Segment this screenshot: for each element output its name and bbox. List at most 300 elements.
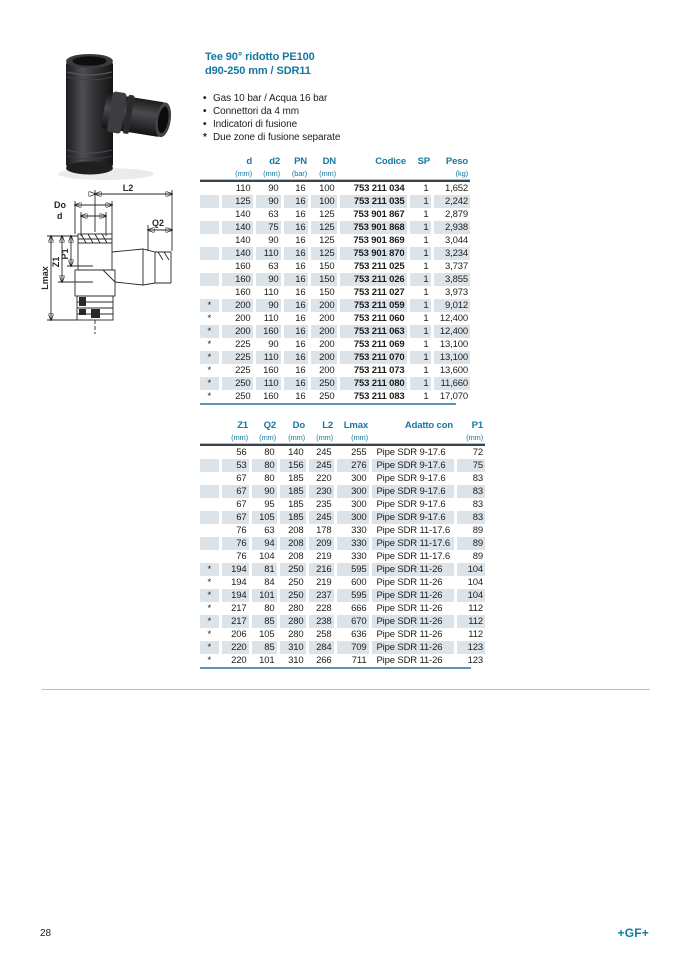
table-cell: 110: [220, 182, 254, 195]
table-cell: 245: [307, 511, 335, 524]
table-cell: 160: [254, 325, 282, 338]
table-cell: 709: [335, 641, 370, 654]
table-cell: 160: [220, 286, 254, 299]
order-table-wrap: [200, 155, 468, 405]
table-cell: 753 211 060: [338, 312, 408, 325]
table-cell: 185: [278, 472, 307, 485]
table-cell: 105: [250, 628, 278, 641]
table-cell: 753 211 070: [338, 351, 408, 364]
table-cell: 258: [307, 628, 335, 641]
table-cell: 112: [455, 615, 485, 628]
column-header: Q2: [263, 420, 276, 431]
table-cell: 140: [220, 221, 254, 234]
list-item-text: Connettori da 4 mm: [213, 106, 300, 117]
table-row: [200, 208, 470, 221]
table-cell: 156: [278, 459, 307, 472]
table-cell: *: [207, 313, 212, 324]
table-cell: 225: [220, 351, 254, 364]
table-cell: 90: [250, 485, 278, 498]
table-cell: 16: [282, 377, 309, 390]
table-cell: 1: [408, 351, 432, 364]
table-cell: 17,070: [432, 390, 470, 403]
table-cell: 104: [250, 550, 278, 563]
table-cell: 140: [278, 446, 307, 459]
table-cell: 2,242: [432, 195, 470, 208]
column-unit: [200, 169, 220, 180]
table-row: [200, 377, 470, 390]
table-cell: 80: [250, 446, 278, 459]
table-row: [200, 338, 470, 351]
product-title-line2: d90-250 mm / SDR11: [205, 64, 311, 77]
table-cell: 80: [250, 472, 278, 485]
table-cell: *: [207, 577, 212, 588]
table-cell: 220: [220, 654, 250, 667]
table-row: [200, 615, 485, 628]
table-cell: *: [207, 391, 212, 402]
product-title: [205, 51, 315, 78]
table-row: [200, 537, 485, 550]
table-cell: 209: [307, 537, 335, 550]
table-cell: 753 901 870: [338, 247, 408, 260]
table-cell: [200, 472, 220, 485]
table-cell: 600: [335, 576, 370, 589]
table-cell: 225: [220, 338, 254, 351]
table-cell: 200: [220, 299, 254, 312]
table-cell: Pipe SDR 11-26: [370, 576, 455, 589]
table-cell: 178: [307, 524, 335, 537]
table-cell: 104: [455, 563, 485, 576]
table-cell: 216: [307, 563, 335, 576]
table-cell: 245: [307, 459, 335, 472]
table-cell: Pipe SDR 11-26: [370, 641, 455, 654]
table-cell: 123: [455, 641, 485, 654]
table-cell: 3,855: [432, 273, 470, 286]
table-row: [200, 182, 470, 195]
column-unit: [370, 433, 455, 444]
table-cell: Pipe SDR 11-17.6: [370, 537, 455, 550]
table-cell: 67: [220, 472, 250, 485]
table-cell: 230: [307, 485, 335, 498]
table-cell: *: [207, 603, 212, 614]
list-item: [203, 118, 340, 131]
table-cell: 1: [408, 312, 432, 325]
table-cell: 83: [455, 498, 485, 511]
bullet-icon: •: [203, 106, 207, 117]
table-cell: 9,012: [432, 299, 470, 312]
dim-label-p1: P1: [60, 248, 70, 260]
table-cell: 753 901 868: [338, 221, 408, 234]
table-cell: 300: [335, 485, 370, 498]
table-cell: 53: [220, 459, 250, 472]
table-cell: 140: [220, 234, 254, 247]
table-cell: 3,973: [432, 286, 470, 299]
table-cell: 280: [278, 628, 307, 641]
table-cell: 1: [408, 195, 432, 208]
table-cell: 67: [220, 485, 250, 498]
table-cell: 56: [220, 446, 250, 459]
table-cell: Pipe SDR 11-26: [370, 615, 455, 628]
table-row: [200, 299, 470, 312]
column-header: d2: [269, 156, 280, 167]
table-cell: 280: [278, 615, 307, 628]
table-cell: 2,938: [432, 221, 470, 234]
column-header: Codice: [375, 156, 406, 167]
table-cell: 595: [335, 563, 370, 576]
table-cell: 1: [408, 299, 432, 312]
table-row: [200, 312, 470, 325]
table-cell: 90: [254, 195, 282, 208]
table-cell: 250: [278, 563, 307, 576]
table-cell: 219: [307, 550, 335, 563]
table-cell: 238: [307, 615, 335, 628]
table-cell: 330: [335, 524, 370, 537]
table-cell: 112: [455, 602, 485, 615]
table-cell: [200, 511, 220, 524]
table-cell: 63: [250, 524, 278, 537]
table-cell: 150: [309, 286, 338, 299]
table-cell: [200, 550, 220, 563]
table-cell: 280: [278, 602, 307, 615]
table-cell: 753 211 059: [338, 299, 408, 312]
table-cell: 150: [309, 273, 338, 286]
table-cell: Pipe SDR 11-26: [370, 563, 455, 576]
table-row: [200, 550, 485, 563]
column-unit: (mm): [278, 433, 307, 444]
table-cell: 753 211 025: [338, 260, 408, 273]
table-cell: 112: [455, 628, 485, 641]
table-cell: 67: [220, 498, 250, 511]
table-cell: 220: [307, 472, 335, 485]
table-cell: [200, 182, 220, 195]
table-cell: 670: [335, 615, 370, 628]
table-cell: 89: [455, 550, 485, 563]
table-row: [200, 234, 470, 247]
table-cell: 16: [282, 325, 309, 338]
table-cell: [200, 273, 220, 286]
table-cell: 90: [254, 234, 282, 247]
column-header: DN: [322, 156, 336, 167]
table-cell: [200, 208, 220, 221]
column-header: [200, 419, 220, 433]
table-cell: 200: [309, 312, 338, 325]
table-cell: 89: [455, 524, 485, 537]
column-unit: (bar): [282, 169, 309, 180]
table-cell: 100: [309, 182, 338, 195]
table-cell: 1: [408, 221, 432, 234]
geometry-table: [200, 419, 485, 667]
table-row: [200, 221, 470, 234]
table-cell: 250: [278, 576, 307, 589]
table-cell: 1: [408, 247, 432, 260]
table-cell: [200, 498, 220, 511]
table-cell: 105: [250, 511, 278, 524]
table-cell: 1: [408, 286, 432, 299]
table-cell: 300: [335, 472, 370, 485]
dim-label-l2: L2: [122, 183, 134, 193]
table-cell: 110: [254, 247, 282, 260]
table-cell: 200: [309, 351, 338, 364]
table-cell: 16: [282, 299, 309, 312]
table-cell: 1: [408, 364, 432, 377]
table-cell: 753 211 073: [338, 364, 408, 377]
column-header: Adatto con: [404, 420, 453, 431]
table-cell: 63: [254, 208, 282, 221]
table-cell: 753 211 080: [338, 377, 408, 390]
feature-list: [203, 92, 340, 144]
table-cell: 125: [309, 247, 338, 260]
table-cell: 1: [408, 273, 432, 286]
table-cell: 1: [408, 377, 432, 390]
table-cell: 753 211 026: [338, 273, 408, 286]
table-cell: 194: [220, 576, 250, 589]
table-cell: *: [200, 615, 220, 628]
table-cell: 310: [278, 654, 307, 667]
table-cell: 89: [455, 537, 485, 550]
table-row: [200, 602, 485, 615]
table-cell: 200: [220, 312, 254, 325]
table-row: [200, 273, 470, 286]
table-cell: 13,600: [432, 364, 470, 377]
table-cell: 3,234: [432, 247, 470, 260]
table-row: [200, 485, 485, 498]
table-cell: 160: [220, 260, 254, 273]
table-cell: 16: [282, 390, 309, 403]
table-cell: [200, 260, 220, 273]
table-cell: 63: [254, 260, 282, 273]
table-cell: 636: [335, 628, 370, 641]
table-cell: *: [200, 641, 220, 654]
table-cell: 85: [250, 615, 278, 628]
table-row: [200, 195, 470, 208]
table-row: [200, 459, 485, 472]
table-cell: 16: [282, 234, 309, 247]
table-cell: 125: [309, 221, 338, 234]
column-header: [200, 155, 220, 169]
table-cell: 16: [282, 286, 309, 299]
table-cell: 185: [278, 485, 307, 498]
table-cell: 194: [220, 589, 250, 602]
table-cell: [200, 247, 220, 260]
table-row: [200, 390, 470, 403]
table-cell: 160: [220, 273, 254, 286]
table-cell: Pipe SDR 9-17.6: [370, 459, 455, 472]
table-cell: 16: [282, 273, 309, 286]
table-cell: 100: [309, 195, 338, 208]
table-cell: 200: [309, 338, 338, 351]
table-cell: 330: [335, 537, 370, 550]
table-cell: 255: [335, 446, 370, 459]
table-cell: 110: [254, 351, 282, 364]
table-cell: 150: [309, 260, 338, 273]
table-cell: 67: [220, 511, 250, 524]
list-item: [203, 92, 340, 105]
table-cell: 101: [250, 589, 278, 602]
table-cell: 76: [220, 550, 250, 563]
table-cell: 753 211 069: [338, 338, 408, 351]
table-cell: *: [207, 365, 212, 376]
table-cell: *: [200, 351, 220, 364]
table-cell: 753 901 869: [338, 234, 408, 247]
table-row: [200, 589, 485, 602]
bullet-icon: •: [203, 119, 207, 130]
table-cell: 276: [335, 459, 370, 472]
table-cell: 125: [220, 195, 254, 208]
table-cell: 11,660: [432, 377, 470, 390]
table-cell: 84: [250, 576, 278, 589]
table-cell: 160: [254, 390, 282, 403]
table-cell: 83: [455, 485, 485, 498]
table-cell: Pipe SDR 9-17.6: [370, 446, 455, 459]
table-cell: 90: [254, 273, 282, 286]
table-cell: 80: [250, 602, 278, 615]
table-cell: 228: [307, 602, 335, 615]
table-cell: 753 211 035: [338, 195, 408, 208]
table-cell: 80: [250, 459, 278, 472]
table-cell: [200, 537, 220, 550]
table-cell: 237: [307, 589, 335, 602]
list-item-text: Gas 10 bar / Acqua 16 bar: [213, 93, 328, 104]
table-cell: Pipe SDR 11-17.6: [370, 524, 455, 537]
table-cell: 1: [408, 260, 432, 273]
column-unit: (mm): [335, 433, 370, 444]
table-cell: 200: [309, 325, 338, 338]
column-header: P1: [471, 420, 483, 431]
table-cell: 220: [220, 641, 250, 654]
table-cell: 90: [254, 299, 282, 312]
column-header: Lmax: [343, 420, 368, 431]
table-cell: 200: [309, 364, 338, 377]
table-cell: 250: [309, 377, 338, 390]
table-cell: 75: [455, 459, 485, 472]
table-cell: [200, 485, 220, 498]
column-unit: (mm): [254, 169, 282, 180]
table-cell: 711: [335, 654, 370, 667]
table-cell: Pipe SDR 11-26: [370, 654, 455, 667]
table-cell: 95: [250, 498, 278, 511]
table-cell: 753 901 867: [338, 208, 408, 221]
column-unit: [338, 169, 408, 180]
table-cell: 3,737: [432, 260, 470, 273]
list-item: [203, 131, 340, 144]
page-number: 28: [40, 928, 52, 939]
column-header: d: [246, 156, 252, 167]
table-cell: 310: [278, 641, 307, 654]
dim-label-do: Do: [54, 200, 66, 210]
table-cell: 753 211 027: [338, 286, 408, 299]
list-item-text: Indicatori di fusione: [213, 119, 298, 130]
table-cell: Pipe SDR 9-17.6: [370, 511, 455, 524]
table-cell: 16: [282, 364, 309, 377]
table-cell: 250: [278, 589, 307, 602]
table-cell: 16: [282, 195, 309, 208]
table-cell: 94: [250, 537, 278, 550]
order-table: [200, 155, 470, 403]
table-cell: 16: [282, 260, 309, 273]
table-cell: 104: [455, 576, 485, 589]
dim-label-q2: Q2: [152, 218, 165, 228]
table-row: [200, 472, 485, 485]
table-cell: Pipe SDR 11-17.6: [370, 550, 455, 563]
table-cell: *: [207, 629, 212, 640]
table-cell: 200: [309, 299, 338, 312]
table-cell: 206: [220, 628, 250, 641]
table-cell: *: [207, 339, 212, 350]
table-cell: 2,879: [432, 208, 470, 221]
table-cell: 110: [254, 312, 282, 325]
table-cell: 185: [278, 511, 307, 524]
table-cell: 90: [254, 182, 282, 195]
table-row: [200, 524, 485, 537]
table-row: [200, 576, 485, 589]
table-cell: 123: [455, 654, 485, 667]
column-unit: (mm): [220, 433, 250, 444]
dim-label-lmax: Lmax: [40, 266, 50, 290]
table-cell: 75: [254, 221, 282, 234]
table-cell: 140: [220, 208, 254, 221]
footer-divider: [42, 689, 650, 690]
table-cell: 330: [335, 550, 370, 563]
table-cell: 266: [307, 654, 335, 667]
column-header: Do: [292, 420, 305, 431]
table-cell: 194: [220, 563, 250, 576]
table-cell: Pipe SDR 9-17.6: [370, 472, 455, 485]
table-cell: 83: [455, 472, 485, 485]
product-photo: [46, 46, 180, 184]
table-cell: 284: [307, 641, 335, 654]
table-cell: Pipe SDR 9-17.6: [370, 498, 455, 511]
table-cell: [200, 459, 220, 472]
table-cell: *: [200, 299, 220, 312]
table-cell: Pipe SDR 9-17.6: [370, 485, 455, 498]
table-row: [200, 247, 470, 260]
table-cell: 245: [307, 446, 335, 459]
column-unit: [200, 433, 220, 444]
table-row: [200, 511, 485, 524]
column-header: Z1: [237, 420, 248, 431]
column-header: PN: [294, 156, 307, 167]
table-cell: 85: [250, 641, 278, 654]
asterisk-icon: *: [203, 132, 207, 143]
table-cell: 217: [220, 615, 250, 628]
table-cell: 13,100: [432, 351, 470, 364]
table-cell: 16: [282, 338, 309, 351]
table-cell: 1,652: [432, 182, 470, 195]
table-cell: 250: [309, 390, 338, 403]
column-header: SP: [417, 156, 430, 167]
table-cell: 595: [335, 589, 370, 602]
gf-logo: +GF+: [617, 926, 649, 940]
table-cell: 160: [254, 364, 282, 377]
table-cell: 16: [282, 208, 309, 221]
table-cell: 125: [309, 208, 338, 221]
table-cell: 140: [220, 247, 254, 260]
table-row: [200, 628, 485, 641]
table-cell: [200, 234, 220, 247]
table-cell: 13,100: [432, 338, 470, 351]
table-cell: 76: [220, 524, 250, 537]
table-cell: 219: [307, 576, 335, 589]
table-row: [200, 286, 470, 299]
table-cell: 125: [309, 234, 338, 247]
table-cell: 200: [220, 325, 254, 338]
table-cell: Pipe SDR 11-26: [370, 589, 455, 602]
table-cell: 1: [408, 234, 432, 247]
table-cell: *: [207, 655, 212, 666]
table-row: [200, 260, 470, 273]
table-row: [200, 498, 485, 511]
geometry-table-wrap: [200, 419, 483, 669]
dim-label-d: d: [57, 211, 63, 221]
